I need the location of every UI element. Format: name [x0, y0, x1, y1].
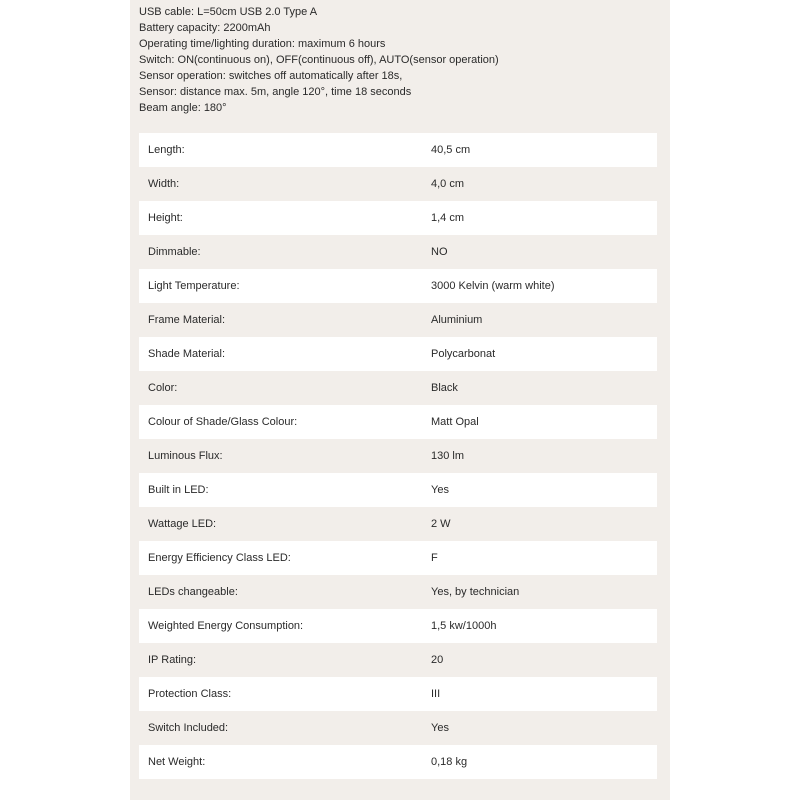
description-line: Beam angle: 180°	[139, 102, 227, 114]
spec-value: 1,4 cm	[431, 212, 465, 224]
table-row	[139, 439, 657, 473]
description-line: Battery capacity: 2200mAh	[139, 22, 271, 34]
spec-label: Weighted Energy Consumption:	[148, 620, 304, 632]
description-line: Sensor operation: switches off automatically after 18s,	[139, 70, 403, 82]
spec-label: Colour of Shade/Glass Colour:	[148, 416, 298, 428]
spec-value: Polycarbonat	[431, 348, 496, 360]
table-row	[139, 643, 657, 677]
table-row	[139, 133, 657, 167]
table-row	[139, 473, 657, 507]
table-row	[139, 201, 657, 235]
description-line: USB cable: L=50cm USB 2.0 Type A	[139, 6, 318, 18]
spec-label: Width:	[148, 178, 180, 190]
spec-value: 4,0 cm	[431, 178, 465, 190]
spec-label: Frame Material:	[148, 314, 226, 326]
spec-label: Net Weight:	[148, 756, 206, 768]
description-line: Switch: ON(continuous on), OFF(continuous off), AUTO(sensor operation)	[139, 54, 499, 66]
spec-value: 2 W	[431, 518, 451, 530]
spec-label: Switch Included:	[148, 722, 229, 734]
table-row	[139, 609, 657, 643]
spec-value: Yes, by technician	[431, 586, 520, 598]
spec-value: 1,5 kw/1000h	[431, 620, 497, 632]
table-row	[139, 575, 657, 609]
spec-label: LEDs changeable:	[148, 586, 238, 598]
spec-label: Protection Class:	[148, 688, 232, 700]
spec-label: Light Temperature:	[148, 280, 240, 292]
spec-value: 3000 Kelvin (warm white)	[431, 280, 555, 292]
spec-label: Dimmable:	[148, 246, 201, 258]
spec-value: Yes	[431, 722, 449, 734]
spec-label: IP Rating:	[148, 654, 197, 666]
spec-value: Black	[431, 382, 458, 394]
table-row	[139, 167, 657, 201]
spec-table	[139, 133, 657, 779]
description-line: Sensor: distance max. 5m, angle 120°, time 18 seconds	[139, 86, 412, 98]
table-row	[139, 405, 657, 439]
table-row	[139, 303, 657, 337]
spec-value: NO	[431, 246, 448, 258]
spec-value: Aluminium	[431, 314, 483, 326]
table-row	[139, 745, 657, 779]
table-row	[139, 541, 657, 575]
spec-label: Built in LED:	[148, 484, 209, 496]
table-row	[139, 677, 657, 711]
table-row	[139, 337, 657, 371]
spec-label: Luminous Flux:	[148, 450, 223, 462]
spec-label: Energy Efficiency Class LED:	[148, 552, 291, 564]
table-row	[139, 235, 657, 269]
spec-label: Height:	[148, 212, 183, 224]
table-row	[139, 371, 657, 405]
spec-label: Shade Material:	[148, 348, 226, 360]
spec-value: F	[431, 552, 438, 564]
table-row	[139, 269, 657, 303]
spec-value: 40,5 cm	[431, 144, 471, 156]
spec-value: III	[431, 688, 441, 700]
spec-value: 130 lm	[431, 450, 465, 462]
spec-value: 20	[431, 654, 444, 666]
table-row	[139, 711, 657, 745]
spec-label: Length:	[148, 144, 185, 156]
product-description	[139, 4, 659, 116]
spec-value: 0,18 kg	[431, 756, 468, 768]
spec-value: Matt Opal	[431, 416, 479, 428]
spec-label: Wattage LED:	[148, 518, 217, 530]
spec-label: Color:	[148, 382, 178, 394]
spec-value: Yes	[431, 484, 449, 496]
table-row	[139, 507, 657, 541]
description-line: Operating time/lighting duration: maximum 6 hours	[139, 38, 386, 50]
